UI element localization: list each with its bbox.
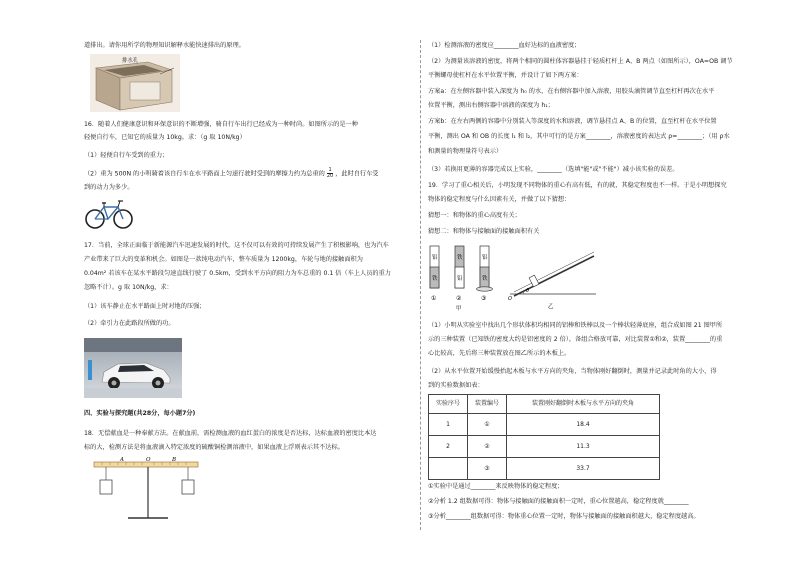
point-a-label: A (120, 457, 124, 463)
table-header: 实验序号 (429, 395, 468, 414)
column-divider (420, 40, 421, 530)
device-2-number: ② (456, 295, 462, 302)
table-cell: 33.7 (507, 458, 660, 480)
table-cell: ① (468, 414, 507, 436)
q19-line2: 物体的稳定程度与什么因素有关，并做了以下猜想： (428, 196, 571, 203)
q16-part1: （1）轻便自行车受到的重力； (84, 152, 169, 159)
q19-part1-line2: 示的三种装置（已知铁的密度大约是铝密度的 2 倍），备组合格放可靠，对比装置①和②，装置________的重 (428, 336, 723, 343)
q16-part2-text: （2）重为 500N 的小明骑着该自行车在水平路面上匀速行驶时受到的摩擦力约为总重的 (84, 170, 325, 178)
q19-part2-line1: （2）从水平位置开始缓慢抬起木板与水平方向的夹角，当物体刚好翻倒时，测量并记录此时角的大小，得 (428, 368, 717, 375)
figure-jia-label: 甲 (456, 306, 462, 312)
q17-line3: 0.04m² 若该车在某水平路段匀速直线行驶了 0.5km，受到水平方向的阻力为车总重的 0.1 倍（车上人员的重力 (84, 270, 391, 277)
analysis-1: ①实验中是通过________来反映物体的稳定程度； (428, 483, 564, 490)
table-cell (429, 458, 468, 480)
q18-part3: （3）若换用更薄的容器完成以上实验，________（选填"能"或"不能"）减小该实验的误差。 (428, 166, 679, 173)
car-image (84, 338, 182, 398)
q17-line2: 产业带来了巨大的变革和机会。如图是一款纯电动汽车，整车质量为 1200kg，车轮与地的接触面积为 (84, 256, 363, 263)
q18-line2: 标的大，检测方法是将血液滴入特定浓度的硫酸铜检测溶液中，如果血液上浮则表示其不达标。 (84, 444, 344, 451)
hypothesis-1: 猜想一：和物体的重心高度有关； (428, 212, 521, 219)
table-cell: 18.4 (507, 414, 660, 436)
analysis-3: ③分析________组数据可得：物体重心位置一定时，物体与接触面的接触面积越大，稳定程度越高。 (428, 513, 700, 520)
table-cell: ③ (468, 458, 507, 480)
point-o-label: O (146, 457, 151, 463)
label-aluminum: 铝 (432, 255, 438, 261)
q18-part2-line1: （2）为测量该溶液的密度，将两个相同的圆柱体容器悬挂于轻质杠杆上 A、B 两点（如图所示），OA=OB 调节 (428, 58, 733, 65)
label-lead: 铅 (457, 276, 463, 282)
label-iron-3: 铁 (482, 276, 488, 282)
figure-yi-label: 乙 (548, 304, 554, 310)
analysis-2: ②分析 1.2 组数据可得：物体与接触面的接触面积一定时，重心位置越高，稳定程度就________ (428, 498, 689, 505)
fraction (327, 168, 333, 179)
pivot-label: O (508, 296, 512, 302)
q16-part2 (84, 168, 379, 179)
q17-line1: 17．当前，全球正面临于新能源汽车迅速发展的时代，这不仅可以有效的可持续发展产生了积极影响，也为汽车 (84, 242, 389, 249)
q18-part1: （1）检测溶液的密度应________血好达标的血液密度； (428, 42, 581, 49)
table-cell: 1 (429, 414, 468, 436)
hypothesis-2: 猜想二：和物体与接触面的接触面积有关 (428, 228, 540, 235)
table-row (429, 414, 660, 436)
results-table (428, 394, 660, 480)
fraction-numerator: 1 (328, 167, 332, 173)
plan-b-line3: 和测量的物理量符号表示） (428, 148, 503, 155)
point-b-label: B (172, 457, 177, 463)
q17-part2: （2）牵引力在此路段所做的功。 (84, 320, 175, 327)
plan-b-line2: 平衡，测出 OA 和 OB 的长度 l₁ 和 l₂，其中可行的是方案________，溶液密度的表达式 ρ=________；（用 ρ水 (428, 133, 730, 140)
plan-a-line2: 位置平衡，测出右侧容器中溶液的深度为 h₁； (428, 102, 554, 109)
table-cell: 2 (429, 436, 468, 458)
text-line: 道排出。请你用所学的物理知识解释水能快速排出的原理。 (84, 42, 245, 49)
section-heading: 四、实验与探究题(共28分，每小题7分) (84, 410, 196, 417)
q19-line1: 19．学习了重心相关后，小明发现不同物体的重心有高有低，有的就，其稳定程度也不一样。于是小明想探究 (428, 182, 727, 189)
q19-part2-line2: 到的实验数据如表： (428, 382, 484, 389)
q16-part2-text-b: ，此时自行车受 (335, 170, 379, 178)
q19-part1-line3: 心比较高，先后将三种装置放在图乙所示的木板上。 (428, 350, 571, 357)
table-header-row (429, 395, 660, 414)
q16-line2: 轻便自行车，已知它的质量为 10kg。求：（g 取 10N/kg） (84, 134, 246, 141)
q18-line1: 18．无偿献血是一种奉献方法。在献血前，需检测血液的血红蛋白的浓度是否达标，达标血液的密度比本达 (84, 430, 377, 437)
table-header: 装置刚好翻倒时木板与水平方向的夹角 (507, 395, 660, 414)
q19-part1-line1: （1）小明从实验室中找出几个形状体积均相同的铝棒和铁棒以及一个棒状轻薄底座，组合成如图 21 图甲所 (428, 322, 723, 329)
q16-line1: 16．随着人们健康意识和环保意识的不断增强，骑自行车出行已经成为一种时尚。如图所示的是一种 (84, 121, 358, 128)
bicycle-image (84, 198, 134, 230)
plan-b-line1: 方案b：在左右两侧的容器中分别装入等深度的水和溶液，调节悬挂点 A、B 的位置，直至杠杆在水平位置 (428, 118, 717, 125)
plan-a-line1: 方案a：在左侧容器中装入深度为 h₀ 的水，在右侧容器中加入溶液，用胶头滴管调节直至杠杆再次在水平 (428, 88, 715, 95)
label-iron-2: 铁 (457, 255, 463, 261)
table-header: 装置编号 (468, 395, 507, 414)
label-aluminum-3: 铝 (482, 255, 488, 261)
device-1-number: ① (431, 295, 437, 302)
table-cell: 11.3 (507, 436, 660, 458)
table-row (429, 436, 660, 458)
apparatus-diagram (428, 242, 598, 314)
lever-diagram (92, 456, 204, 526)
angle-label: θ (526, 288, 530, 294)
device-3-number: ③ (481, 295, 487, 302)
q17-line4: 忽略不计）。g 取 10N/kg，求： (84, 284, 173, 291)
label-iron: 铁 (432, 276, 438, 282)
q17-part1: （1）该车静止在水平路面上时对地的压强； (84, 303, 206, 310)
drain-hole-label: 排水孔 (122, 58, 139, 64)
table-row (429, 458, 660, 480)
q18-part2-line2: 平衡螺母使杠杆在水平位置平衡，并设计了如下两方案： (428, 72, 583, 79)
fraction-denominator: 20 (326, 173, 334, 179)
table-cell: ② (468, 436, 507, 458)
q16-part2-cont: 到的动力为多少。 (84, 184, 134, 191)
